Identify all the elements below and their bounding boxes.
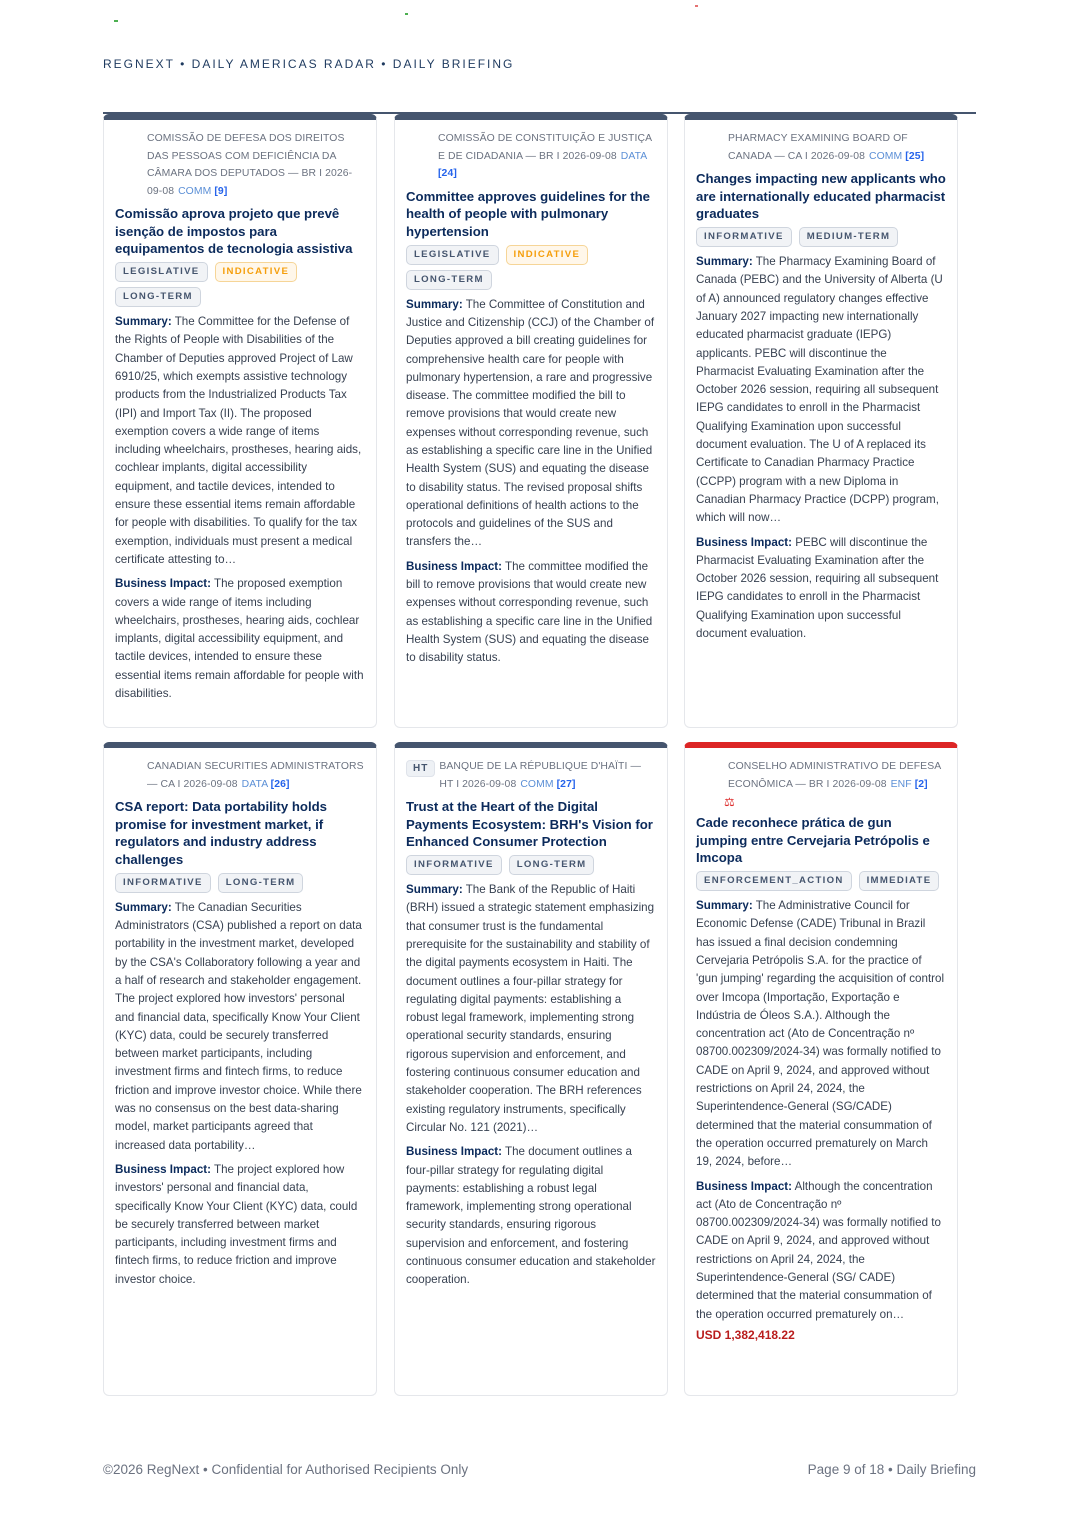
card-title[interactable]: Committee approves guidelines for the health of people with pulmonary hypertension: [406, 188, 651, 239]
card-source: CONSELHO ADMINISTRATIVO DE DEFESA ECONÔMICA — BR I 2026-09-08 ENF [2]: [728, 761, 941, 790]
news-card[interactable]: [684, 114, 958, 728]
news-card[interactable]: [394, 742, 668, 1396]
tag-long-term: LONG-TERM: [218, 873, 304, 893]
card-tags: [696, 227, 946, 247]
tag-long-term: LONG-TERM: [406, 270, 492, 290]
tag-immediate: IMMEDIATE: [859, 871, 940, 891]
card-impact: Business Impact: The committee modified the bill to remove provisions that would create new expenses without corresponding revenue, such as establishing a specific care line in the Unified Health System (SUS) and equating the disease to disability status.: [406, 559, 653, 665]
card-source: COMISSÃO DE CONSTITUIÇÃO E JUSTIÇA E DE CIDADANIA — BR I 2026-09-08 DATA [24]: [438, 133, 652, 179]
penalty-amount: USD 1,382,418.22: [696, 1327, 795, 1342]
comment-count[interactable]: [9]: [214, 185, 228, 197]
page-header: REGNEXT • DAILY AMERICAS RADAR • DAILY BRIEFING: [103, 57, 515, 71]
tag-enforcement-action: ENFORCEMENT_ACTION: [696, 871, 852, 891]
card-impact: Business Impact: The project explored how investors' personal and financial data, specifically Know Your Client (KYC) data, could be securely transferred between market participants, including investment firms and fintech firms, to reduce friction and improve investor choice.: [115, 1162, 358, 1286]
card-source: BANQUE DE LA RÉPUBLIQUE D'HAÏTI — HT I 2026-09-08 COMM [27]: [439, 761, 641, 790]
card-tags: [406, 245, 656, 290]
card-summary: Summary: The Committee for the Defense of the Rights of People with Disabilities of the Chamber of Deputies approved Project of Law 6910/25, which exempts assistive technology products from the Industrialized Products Tax (IPI) and Import Tax (II). The proposed exemption covers a wide range of items including wheelchairs, prostheses, hearing aids, cochlear implants, digital accessibility equipment, and tactile devices, intended to ensure these essential items remain affordable for people with disabilities. To qualify for the tax exemption, individuals must present a medical certificate attesting to…: [115, 315, 362, 566]
news-card[interactable]: [103, 114, 377, 728]
card-tags: [696, 871, 946, 891]
card-tags: [406, 855, 656, 875]
marker-green-2: [405, 13, 408, 15]
comment-count[interactable]: [2]: [914, 778, 928, 790]
footer-page-number: Page 9 of 18 • Daily Briefing: [807, 1462, 976, 1477]
card-source: PHARMACY EXAMINING BOARD OF CANADA — CA I 2026-09-08 COMM [25]: [728, 133, 925, 162]
card-title[interactable]: Trust at the Heart of the Digital Payments Ecosystem: BRH's Vision for Enhanced Consumer Protection: [406, 799, 653, 850]
comment-count[interactable]: [27]: [556, 778, 576, 790]
card-summary: Summary: The Canadian Securities Administrators (CSA) published a report on data portability in the investment market, developed by the CSA's Collaboratory following a year and a half of research and stakeholder engagement. The project explored how investors' personal and financial data, specifically Know Your Client (KYC) data, could be securely transferred between market participants, including investment firms and fintech firms, to reduce friction and improve investor choice. While there was no consensus on the best data-sharing model, market participants agreed that increased data portability…: [115, 900, 362, 1152]
card-title[interactable]: CSA report: Data portability holds promise for investment market, if regulators and industry address challenges: [115, 799, 327, 868]
news-card[interactable]: [684, 742, 958, 1396]
card-summary: Summary: The Pharmacy Examining Board of Canada (PEBC) and the University of Alberta (U of A) announced regulatory changes effective January 2027 impacting new internationally educated pharmacist graduate (IEPG) applicants. PEBC will discontinue the Pharmacist Evaluating Examination after the October 2026 session, requiring all subsequent IEPG candidates to enroll in the Pharmacist Qualifying Examination upon successful document evaluation. The U of A replaced its Certificate to Canadian Pharmacy Practice (CCPP) program with a new Diploma in Canadian Pharmacy Practice (DCPP) program, which will now…: [696, 255, 943, 525]
marker-green-1: [114, 20, 118, 22]
enforcement-scales-icon: ⚖: [724, 795, 735, 809]
card-summary: Summary: The Bank of the Republic of Haiti (BRH) issued a strategic statement emphasizing that consumer trust is the fundamental prerequisite for the sustainability and stability of the digital payments ecosystem in Haiti. The document outlines a four-pillar strategy for regulating digital payments: establishing a robust legal framework, implementing strong operational security standards, ensuring rigorous supervision and enforcement, and fostering continuous consumer education and stakeholder cooperation. The BRH references existing regulatory instruments, specifically Circular No. 121 (2021)…: [406, 883, 655, 1134]
marker-red: [695, 5, 698, 7]
tag-long-term: LONG-TERM: [509, 855, 595, 875]
tag-informative: INFORMATIVE: [406, 855, 502, 875]
card-source: COMISSÃO DE DEFESA DOS DIREITOS DAS PESSOAS COM DEFICIÊNCIA DA CÂMARA DOS DEPUTADOS — BR I 2026-09-08 COMM [9]: [147, 133, 353, 197]
card-tags: [115, 262, 365, 307]
tag-informative: INFORMATIVE: [696, 227, 792, 247]
tag-long-term: LONG-TERM: [115, 287, 201, 307]
tag-legislative: LEGISLATIVE: [115, 262, 208, 282]
card-impact: Business Impact: PEBC will discontinue the Pharmacist Evaluating Examination after the October 2026 session, requiring all subsequent IEPG candidates to enroll in the Pharmacist Qualifying Examination upon successful document evaluation.: [696, 535, 939, 641]
country-badge: HT: [406, 760, 435, 777]
comment-count[interactable]: [24]: [438, 168, 457, 179]
card-summary: Summary: The Administrative Council for Economic Defense (CADE) Tribunal in Brazil has issued a final decision condemning Cervejaria Petrópolis S.A. for the practice of 'gun jumping' regarding the acquisition of control over Imcopa (Importação, Exportação e Indústria de Óleos S.A.). Although the concentration act (Ato de Concentração nº 08700.002309/2024-34) was formally notified to CADE on April 9, 2024, and approved without restrictions on April 24, 2024, the Superintendence-General (SG/CADE) determined that the material consummation of the operation occurred prematurely on March 19, 2024, before…: [696, 899, 945, 1169]
news-card[interactable]: [103, 742, 377, 1396]
footer-copyright: ©2026 RegNext • Confidential for Authorised Recipients Only: [103, 1462, 469, 1477]
card-title[interactable]: Comissão aprova projeto que prevê isenção de impostos para equipamentos de tecnologia assistiva: [115, 206, 353, 257]
tag-medium-term: MEDIUM-TERM: [799, 227, 899, 247]
card-source: CANADIAN SECURITIES ADMINISTRATORS — CA I 2026-09-08 DATA [26]: [147, 761, 364, 790]
card-title[interactable]: Changes impacting new applicants who are internationally educated pharmacist graduates: [696, 171, 946, 222]
card-summary: Summary: The Committee of Constitution and Justice and Citizenship (CCJ) of the Chamber of Deputies approved a bill creating guidelines for comprehensive health care for people with pulmonary hypertension, a rare and progressive disease. The committee modified the bill to remove provisions that would create new expenses without corresponding revenue, such as establishing a specific care line in the Unified Health System (SUS) and equating the disease to disability status. The revised proposal shifts operational definitions of health actions to the protocols and guidelines of the SUS and transfers the…: [406, 297, 655, 549]
card-tags: [115, 873, 365, 893]
card-impact: Business Impact: The document outlines a four-pillar strategy for regulating digital payments: establishing a robust legal framework, implementing strong operational security standards, ensuring rigorous supervision and enforcement, and fostering continuous consumer education and stakeholder cooperation.: [406, 1145, 656, 1287]
card-impact: Business Impact: The proposed exemption covers a wide range of items including wheelchairs, prostheses, hearing aids, cochlear implants, digital accessibility equipment, and tactile devices, intended to ensure these essential items remain affordable for people with disabilities.: [115, 577, 364, 701]
card-title[interactable]: Cade reconhece prática de gun jumping entre Cervejaria Petrópolis e Imcopa: [696, 815, 930, 866]
comment-count[interactable]: [26]: [270, 778, 290, 790]
tag-informative: INFORMATIVE: [115, 873, 211, 893]
tag-legislative: LEGISLATIVE: [406, 245, 499, 265]
card-impact: Business Impact: Although the concentration act (Ato de Concentração nº 08700.002309/2024-34) was formally notified to CADE on April 9, 2024, and approved without restrictions on April 24, 2024, the Superintendence-General (SG/ CADE) determined that the material consummation of the operation occurred prematurely on…: [696, 1179, 941, 1321]
comment-count[interactable]: [25]: [905, 150, 925, 162]
tag-indicative: INDICATIVE: [215, 262, 298, 282]
tag-indicative: INDICATIVE: [506, 245, 589, 265]
news-card[interactable]: [394, 114, 668, 728]
